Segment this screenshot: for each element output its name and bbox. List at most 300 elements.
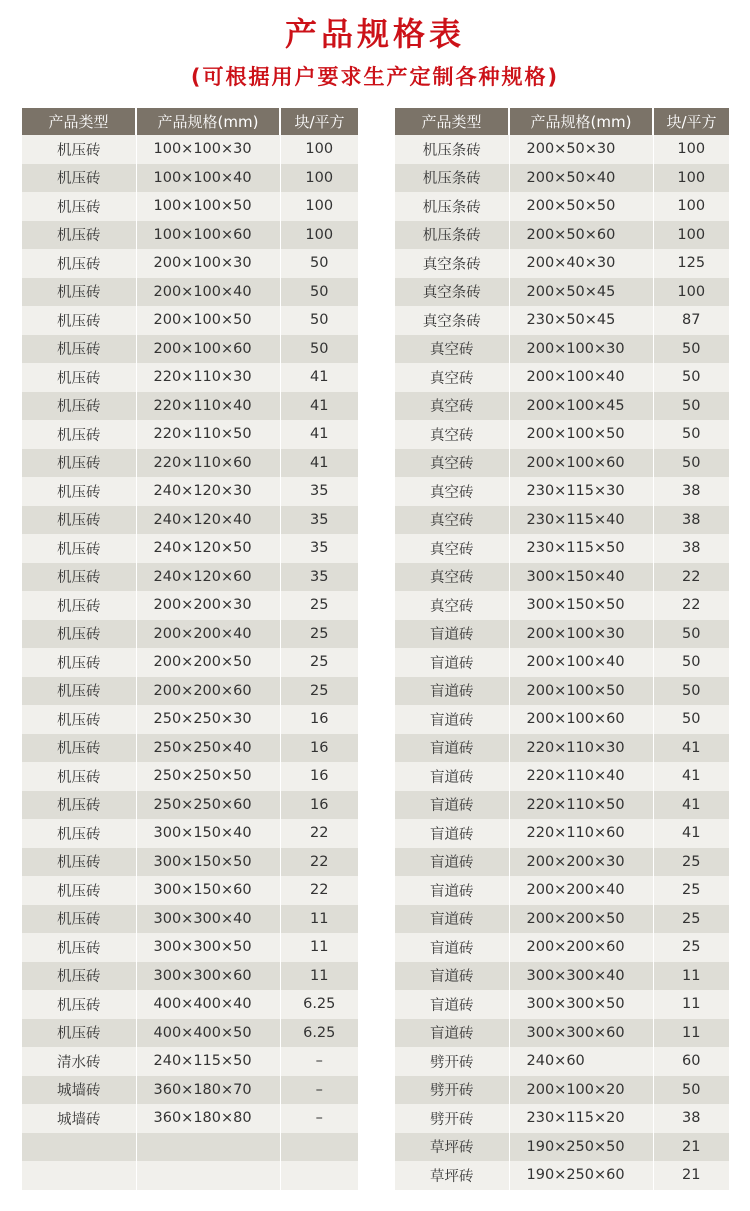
table-row	[395, 1161, 729, 1190]
table-row	[22, 933, 358, 962]
cell-per-sqm	[280, 1133, 358, 1162]
cell-product-spec: 200×200×30	[509, 848, 653, 877]
page-title: 产品规格表	[284, 15, 465, 53]
cell-product-spec: 250×250×50	[136, 762, 280, 791]
cell-per-sqm: 41	[653, 791, 729, 820]
cell-per-sqm: 38	[653, 534, 729, 563]
table-row	[22, 819, 358, 848]
table-row	[22, 648, 358, 677]
cell-product-type: 机压条砖	[395, 192, 509, 221]
table-row	[395, 477, 729, 506]
cell-product-spec: 300×300×50	[136, 933, 280, 962]
table-row	[22, 192, 358, 221]
cell-product-spec: 230×115×40	[509, 506, 653, 535]
cell-product-type: 机压砖	[22, 620, 136, 649]
cell-product-type: 城墙砖	[22, 1104, 136, 1133]
table-row	[22, 1019, 358, 1048]
cell-product-spec: 220×110×40	[136, 392, 280, 421]
cell-per-sqm: 41	[280, 363, 358, 392]
cell-product-spec: 200×50×40	[509, 164, 653, 193]
table-row	[22, 335, 358, 364]
cell-product-spec: 300×150×60	[136, 876, 280, 905]
table-row	[22, 677, 358, 706]
cell-product-spec: 200×50×30	[509, 135, 653, 164]
cell-per-sqm: 50	[653, 335, 729, 364]
cell-product-type: 真空条砖	[395, 278, 509, 307]
cell-product-type: 机压砖	[22, 819, 136, 848]
cell-per-sqm: –	[280, 1104, 358, 1133]
cell-per-sqm: 41	[280, 449, 358, 478]
cell-product-spec: 200×100×20	[509, 1076, 653, 1105]
table-row	[22, 449, 358, 478]
cell-per-sqm: 35	[280, 534, 358, 563]
cell-product-spec: 200×100×40	[136, 278, 280, 307]
cell-product-type: 机压砖	[22, 477, 136, 506]
cell-per-sqm: 100	[280, 192, 358, 221]
table-row	[22, 392, 358, 421]
cell-per-sqm: 35	[280, 563, 358, 592]
cell-per-sqm: 22	[653, 591, 729, 620]
cell-per-sqm: 21	[653, 1161, 729, 1190]
cell-per-sqm: 50	[653, 677, 729, 706]
cell-product-type: 盲道砖	[395, 933, 509, 962]
cell-product-spec: 200×50×60	[509, 221, 653, 250]
cell-product-spec: 200×200×50	[136, 648, 280, 677]
cell-product-type: 劈开砖	[395, 1104, 509, 1133]
cell-product-type: 盲道砖	[395, 848, 509, 877]
table-row	[395, 335, 729, 364]
cell-product-type: 盲道砖	[395, 990, 509, 1019]
cell-per-sqm: 22	[653, 563, 729, 592]
cell-product-spec: 190×250×60	[509, 1161, 653, 1190]
cell-product-type: 机压砖	[22, 306, 136, 335]
cell-product-spec: 220×110×60	[136, 449, 280, 478]
cell-per-sqm: 100	[653, 192, 729, 221]
cell-per-sqm: 25	[280, 591, 358, 620]
cell-per-sqm: 21	[653, 1133, 729, 1162]
cell-per-sqm: 100	[280, 221, 358, 250]
table-row	[395, 164, 729, 193]
cell-per-sqm: 50	[653, 363, 729, 392]
cell-product-type: 机压条砖	[395, 135, 509, 164]
cell-product-spec: 200×100×30	[509, 620, 653, 649]
cell-per-sqm: 25	[653, 905, 729, 934]
cell-per-sqm: 50	[653, 648, 729, 677]
cell-product-spec: 200×200×40	[509, 876, 653, 905]
cell-product-spec	[136, 1161, 280, 1190]
cell-product-spec: 240×120×30	[136, 477, 280, 506]
cell-per-sqm: 38	[653, 1104, 729, 1133]
table-row	[22, 563, 358, 592]
table-row	[22, 1076, 358, 1105]
cell-product-spec: 100×100×60	[136, 221, 280, 250]
cell-product-spec: 250×250×40	[136, 734, 280, 763]
cell-product-spec: 200×100×50	[509, 420, 653, 449]
cell-product-type: 机压砖	[22, 933, 136, 962]
table-row	[395, 819, 729, 848]
table-row	[22, 1133, 358, 1162]
table-row	[395, 1019, 729, 1048]
cell-product-type: 机压条砖	[395, 164, 509, 193]
table-row	[395, 677, 729, 706]
table-row	[395, 734, 729, 763]
table-row	[22, 705, 358, 734]
table-row	[395, 392, 729, 421]
table-row	[22, 249, 358, 278]
table-row	[22, 1161, 358, 1190]
cell-product-type: 真空砖	[395, 563, 509, 592]
cell-product-spec: 200×100×30	[509, 335, 653, 364]
cell-product-spec: 220×110×30	[136, 363, 280, 392]
table-row	[395, 249, 729, 278]
cell-per-sqm: 25	[280, 648, 358, 677]
cell-per-sqm: 100	[653, 221, 729, 250]
cell-product-type: 机压砖	[22, 506, 136, 535]
page-subtitle: (可根据用户要求生产定制各种规格)	[190, 65, 560, 89]
cell-per-sqm: 11	[280, 962, 358, 991]
cell-per-sqm: 16	[280, 705, 358, 734]
table-row	[395, 990, 729, 1019]
cell-product-spec: 230×50×45	[509, 306, 653, 335]
table-row	[395, 563, 729, 592]
cell-product-spec: 300×300×40	[136, 905, 280, 934]
table-header-row	[395, 108, 729, 135]
cell-product-type: 盲道砖	[395, 648, 509, 677]
table-row	[22, 534, 358, 563]
cell-product-type	[22, 1161, 136, 1190]
cell-per-sqm: 25	[280, 620, 358, 649]
cell-per-sqm: 11	[280, 905, 358, 934]
table-row	[22, 135, 358, 164]
cell-product-type: 机压砖	[22, 534, 136, 563]
table-row	[22, 363, 358, 392]
cell-per-sqm: 50	[653, 420, 729, 449]
cell-product-spec: 300×300×50	[509, 990, 653, 1019]
cell-per-sqm: 11	[653, 990, 729, 1019]
cell-product-type: 真空砖	[395, 506, 509, 535]
cell-product-type: 盲道砖	[395, 762, 509, 791]
table-row	[395, 1076, 729, 1105]
cell-per-sqm: 6.25	[280, 990, 358, 1019]
table-row	[22, 591, 358, 620]
cell-product-spec: 100×100×40	[136, 164, 280, 193]
table-row	[22, 221, 358, 250]
cell-product-spec: 200×100×60	[509, 705, 653, 734]
cell-per-sqm: 41	[653, 819, 729, 848]
cell-product-spec: 300×150×40	[136, 819, 280, 848]
table-row	[22, 876, 358, 905]
cell-per-sqm: 38	[653, 477, 729, 506]
table-row	[395, 534, 729, 563]
cell-product-type: 机压砖	[22, 1019, 136, 1048]
cell-product-type: 机压砖	[22, 135, 136, 164]
cell-per-sqm: 50	[280, 249, 358, 278]
cell-product-type: 真空条砖	[395, 249, 509, 278]
table-row	[22, 791, 358, 820]
cell-product-spec: 200×100×45	[509, 392, 653, 421]
table-row	[395, 1047, 729, 1076]
cell-per-sqm: 41	[280, 420, 358, 449]
cell-per-sqm: 25	[653, 933, 729, 962]
cell-per-sqm: 41	[653, 734, 729, 763]
cell-product-spec: 250×250×60	[136, 791, 280, 820]
cell-per-sqm: 25	[653, 848, 729, 877]
cell-per-sqm: 16	[280, 791, 358, 820]
cell-product-type: 劈开砖	[395, 1076, 509, 1105]
cell-per-sqm: 16	[280, 734, 358, 763]
table-row	[22, 848, 358, 877]
cell-product-type: 真空砖	[395, 335, 509, 364]
cell-product-type: 盲道砖	[395, 620, 509, 649]
cell-product-type: 真空砖	[395, 392, 509, 421]
cell-product-type: 真空条砖	[395, 306, 509, 335]
cell-product-type: 真空砖	[395, 363, 509, 392]
cell-product-spec: 240×120×50	[136, 534, 280, 563]
table-row	[22, 990, 358, 1019]
cell-per-sqm: 100	[653, 278, 729, 307]
cell-product-type: 机压砖	[22, 164, 136, 193]
table-row	[395, 221, 729, 250]
header-product-spec: 产品规格(mm)	[136, 108, 280, 135]
cell-product-type: 盲道砖	[395, 962, 509, 991]
table-row	[22, 1047, 358, 1076]
cell-per-sqm: –	[280, 1047, 358, 1076]
cell-per-sqm: 35	[280, 506, 358, 535]
cell-product-spec: 360×180×80	[136, 1104, 280, 1133]
cell-product-spec: 200×200×60	[509, 933, 653, 962]
cell-per-sqm: 25	[280, 677, 358, 706]
table-header-row	[22, 108, 358, 135]
cell-product-spec: 230×115×20	[509, 1104, 653, 1133]
cell-product-type: 盲道砖	[395, 1019, 509, 1048]
table-row	[395, 449, 729, 478]
cell-product-spec: 200×50×45	[509, 278, 653, 307]
cell-product-type: 机压砖	[22, 990, 136, 1019]
cell-product-type: 盲道砖	[395, 677, 509, 706]
table-row	[395, 620, 729, 649]
cell-per-sqm: –	[280, 1076, 358, 1105]
cell-product-spec: 230×115×30	[509, 477, 653, 506]
cell-product-spec: 100×100×30	[136, 135, 280, 164]
cell-per-sqm: 50	[653, 620, 729, 649]
table-row	[22, 905, 358, 934]
cell-product-spec: 300×300×40	[509, 962, 653, 991]
cell-per-sqm	[280, 1161, 358, 1190]
cell-per-sqm: 50	[653, 1076, 729, 1105]
cell-per-sqm: 11	[653, 962, 729, 991]
table-row	[395, 1133, 729, 1162]
cell-product-spec: 200×200×30	[136, 591, 280, 620]
cell-product-spec: 360×180×70	[136, 1076, 280, 1105]
cell-product-spec: 200×100×50	[136, 306, 280, 335]
cell-product-spec: 220×110×50	[136, 420, 280, 449]
cell-product-spec: 220×110×30	[509, 734, 653, 763]
table-row	[395, 648, 729, 677]
cell-per-sqm: 50	[280, 306, 358, 335]
cell-product-type: 真空砖	[395, 420, 509, 449]
cell-product-type: 真空砖	[395, 449, 509, 478]
cell-product-spec: 200×50×50	[509, 192, 653, 221]
cell-per-sqm: 100	[653, 164, 729, 193]
cell-product-spec: 220×110×40	[509, 762, 653, 791]
table-row	[395, 135, 729, 164]
cell-product-type: 机压砖	[22, 591, 136, 620]
table-row	[395, 933, 729, 962]
cell-per-sqm: 50	[653, 705, 729, 734]
cell-product-spec: 240×115×50	[136, 1047, 280, 1076]
cell-per-sqm: 100	[653, 135, 729, 164]
cell-product-type: 机压条砖	[395, 221, 509, 250]
cell-per-sqm: 22	[280, 848, 358, 877]
cell-product-type: 机压砖	[22, 278, 136, 307]
table-row	[22, 734, 358, 763]
cell-product-type: 机压砖	[22, 249, 136, 278]
cell-product-type: 机压砖	[22, 905, 136, 934]
cell-product-spec: 200×40×30	[509, 249, 653, 278]
cell-product-spec: 190×250×50	[509, 1133, 653, 1162]
table-row	[395, 420, 729, 449]
cell-per-sqm: 16	[280, 762, 358, 791]
cell-product-type: 盲道砖	[395, 705, 509, 734]
cell-product-spec	[136, 1133, 280, 1162]
cell-product-type: 机压砖	[22, 420, 136, 449]
cell-product-type: 盲道砖	[395, 734, 509, 763]
cell-per-sqm: 60	[653, 1047, 729, 1076]
cell-per-sqm: 11	[653, 1019, 729, 1048]
table-row	[395, 1104, 729, 1133]
cell-product-type: 机压砖	[22, 762, 136, 791]
cell-product-spec: 200×100×40	[509, 363, 653, 392]
table-row	[22, 306, 358, 335]
table-row	[395, 278, 729, 307]
cell-product-type: 机压砖	[22, 876, 136, 905]
table-row	[395, 791, 729, 820]
table-row	[22, 762, 358, 791]
cell-product-type: 机压砖	[22, 392, 136, 421]
cell-product-type	[22, 1133, 136, 1162]
table-row	[22, 1104, 358, 1133]
table-row	[395, 962, 729, 991]
cell-per-sqm: 11	[280, 933, 358, 962]
cell-per-sqm: 38	[653, 506, 729, 535]
cell-product-type: 草坪砖	[395, 1133, 509, 1162]
cell-product-type: 机压砖	[22, 648, 136, 677]
cell-product-spec: 200×200×60	[136, 677, 280, 706]
cell-per-sqm: 41	[280, 392, 358, 421]
cell-product-type: 清水砖	[22, 1047, 136, 1076]
cell-product-type: 盲道砖	[395, 905, 509, 934]
cell-product-spec: 240×120×40	[136, 506, 280, 535]
table-row	[395, 591, 729, 620]
cell-product-spec: 300×150×40	[509, 563, 653, 592]
cell-product-spec: 200×200×40	[136, 620, 280, 649]
cell-product-type: 机压砖	[22, 192, 136, 221]
header-product-spec: 产品规格(mm)	[509, 108, 653, 135]
cell-product-spec: 200×100×30	[136, 249, 280, 278]
cell-product-type: 真空砖	[395, 534, 509, 563]
cell-product-type: 劈开砖	[395, 1047, 509, 1076]
cell-product-type: 机压砖	[22, 449, 136, 478]
cell-per-sqm: 22	[280, 819, 358, 848]
table-row	[395, 905, 729, 934]
cell-per-sqm: 125	[653, 249, 729, 278]
table-row	[22, 278, 358, 307]
cell-product-type: 盲道砖	[395, 791, 509, 820]
cell-product-spec: 400×400×40	[136, 990, 280, 1019]
cell-product-spec: 300×300×60	[509, 1019, 653, 1048]
cell-product-spec: 200×100×50	[509, 677, 653, 706]
cell-product-type: 机压砖	[22, 677, 136, 706]
cell-per-sqm: 50	[653, 449, 729, 478]
cell-product-spec: 220×110×50	[509, 791, 653, 820]
cell-per-sqm: 50	[280, 278, 358, 307]
table-row	[395, 876, 729, 905]
cell-product-type: 盲道砖	[395, 876, 509, 905]
cell-product-spec: 220×110×60	[509, 819, 653, 848]
cell-per-sqm: 6.25	[280, 1019, 358, 1048]
cell-product-type: 盲道砖	[395, 819, 509, 848]
table-row	[22, 477, 358, 506]
table-row	[395, 506, 729, 535]
table-row	[22, 962, 358, 991]
cell-product-type: 机压砖	[22, 221, 136, 250]
cell-product-type: 机压砖	[22, 363, 136, 392]
cell-product-type: 机压砖	[22, 734, 136, 763]
cell-product-spec: 200×100×60	[136, 335, 280, 364]
cell-per-sqm: 25	[653, 876, 729, 905]
cell-product-spec: 200×200×50	[509, 905, 653, 934]
header-per-sqm: 块/平方	[280, 108, 358, 135]
cell-product-type: 草坪砖	[395, 1161, 509, 1190]
table-row	[395, 192, 729, 221]
table-row	[395, 705, 729, 734]
cell-product-type: 机压砖	[22, 848, 136, 877]
table-row	[395, 306, 729, 335]
table-row	[395, 762, 729, 791]
cell-product-spec: 400×400×50	[136, 1019, 280, 1048]
cell-product-spec: 100×100×50	[136, 192, 280, 221]
cell-product-spec: 240×60	[509, 1047, 653, 1076]
cell-product-type: 机压砖	[22, 563, 136, 592]
cell-per-sqm: 22	[280, 876, 358, 905]
cell-product-spec: 200×100×60	[509, 449, 653, 478]
cell-per-sqm: 50	[280, 335, 358, 364]
header-per-sqm: 块/平方	[653, 108, 729, 135]
cell-product-spec: 240×120×60	[136, 563, 280, 592]
cell-product-type: 机压砖	[22, 705, 136, 734]
cell-product-spec: 300×150×50	[136, 848, 280, 877]
table-row	[22, 620, 358, 649]
header-product-type: 产品类型	[22, 108, 136, 135]
cell-product-type: 城墙砖	[22, 1076, 136, 1105]
cell-product-type: 机压砖	[22, 791, 136, 820]
spec-table-left	[22, 108, 358, 1190]
cell-product-spec: 200×100×40	[509, 648, 653, 677]
table-row	[22, 164, 358, 193]
table-row	[22, 506, 358, 535]
spec-table-right	[395, 108, 729, 1190]
table-row	[395, 363, 729, 392]
cell-per-sqm: 41	[653, 762, 729, 791]
header-product-type: 产品类型	[395, 108, 509, 135]
cell-product-spec: 230×115×50	[509, 534, 653, 563]
cell-per-sqm: 100	[280, 164, 358, 193]
table-row	[395, 848, 729, 877]
cell-per-sqm: 100	[280, 135, 358, 164]
cell-product-spec: 300×300×60	[136, 962, 280, 991]
cell-product-spec: 250×250×30	[136, 705, 280, 734]
cell-product-spec: 300×150×50	[509, 591, 653, 620]
